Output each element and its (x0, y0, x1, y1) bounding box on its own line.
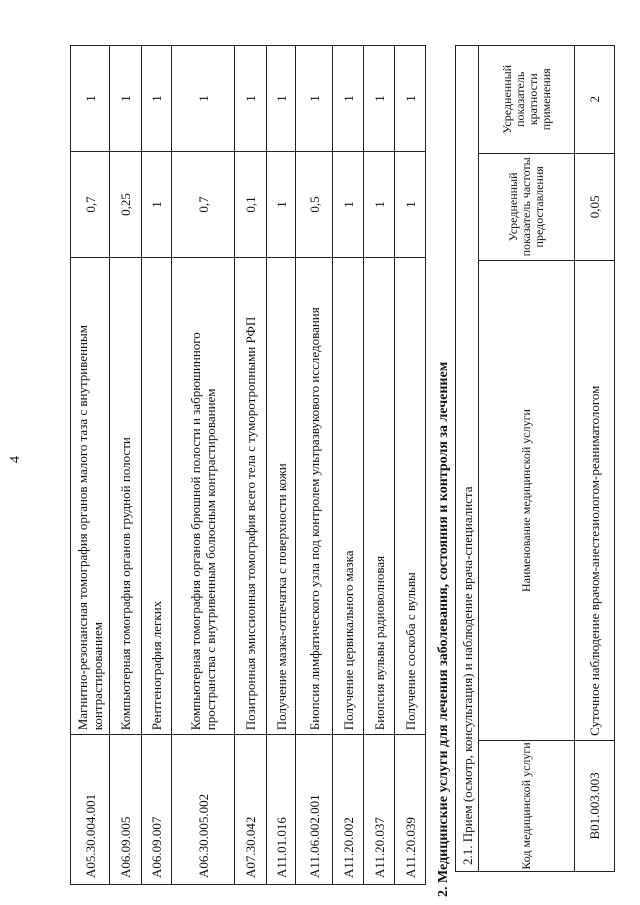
header-code: Код медицинской услуги (479, 740, 575, 871)
consultation-table (455, 45, 615, 872)
service-code: A11.06.002.001 (296, 735, 333, 885)
service-frequency: 0,5 (296, 151, 333, 257)
table-row (333, 46, 364, 885)
service-name: Позитронная эмиссионная томография всего тела с туморотропными РФП (235, 258, 267, 735)
service-frequency: 1 (395, 151, 426, 257)
service-name: Компьютерная томография органов грудной полости (110, 258, 142, 735)
service-multiplicity: 1 (172, 46, 235, 152)
service-name: Магнитно-резонансная томография органов малого таза с внутривенным контрастированием (71, 258, 110, 735)
service-multiplicity: 1 (235, 46, 267, 152)
service-code: A06.30.005.002 (172, 735, 235, 885)
service-name: Компьютерная томография органов брюшной полости и забрюшинного пространства с внутривенным болюсным контрастированием (172, 258, 235, 735)
service-name: Суточное наблюдение врачом-анестезиологом-реаниматологом (575, 261, 615, 741)
services-table (70, 45, 426, 885)
service-multiplicity: 1 (364, 46, 395, 152)
service-name: Получение цервикального мазка (333, 258, 364, 735)
service-code: A06.09.007 (142, 735, 172, 885)
page-number: 4 (8, 456, 23, 463)
service-frequency: 0,05 (575, 153, 615, 261)
header-frequency: Усредненный показатель частоты предоставления (479, 153, 575, 261)
service-name: Получение соскоба с вульвы (395, 258, 426, 735)
table-row (296, 46, 333, 885)
service-frequency: 0,7 (71, 151, 110, 257)
service-name: Рентгенография легких (142, 258, 172, 735)
service-frequency: 0,1 (235, 151, 267, 257)
service-code: A11.20.002 (333, 735, 364, 885)
table-row (364, 46, 395, 885)
service-frequency: 1 (267, 151, 296, 257)
service-name: Биопсия вульвы радиоволновая (364, 258, 395, 735)
service-name: Биопсия лимфатического узла под контролем ультразвукового исследования (296, 258, 333, 735)
service-multiplicity: 1 (333, 46, 364, 152)
service-multiplicity: 1 (395, 46, 426, 152)
service-multiplicity: 1 (267, 46, 296, 152)
service-multiplicity: 1 (142, 46, 172, 152)
service-code: A11.01.016 (267, 735, 296, 885)
service-frequency: 0,25 (110, 151, 142, 257)
section-heading: 2. Медицинские услуги для лечения заболевания, состояния и контроля за лечением (436, 361, 451, 897)
subsection-title: 2.1. Прием (осмотр, консультация) и наблюдение врача-специалиста (456, 46, 479, 872)
service-code: A11.20.039 (395, 735, 426, 885)
service-frequency: 1 (142, 151, 172, 257)
table-row (235, 46, 267, 885)
service-code: A11.20.037 (364, 735, 395, 885)
table-row (172, 46, 235, 885)
service-frequency: 1 (333, 151, 364, 257)
service-multiplicity: 1 (110, 46, 142, 152)
service-code: A05.30.004.001 (71, 735, 110, 885)
table-row (71, 46, 110, 885)
service-multiplicity: 1 (71, 46, 110, 152)
table-row (110, 46, 142, 885)
service-frequency: 1 (364, 151, 395, 257)
service-name: Получение мазка-отпечатка с поверхности кожи (267, 258, 296, 735)
table-row (575, 46, 615, 872)
table-row (142, 46, 172, 885)
service-code: A06.09.005 (110, 735, 142, 885)
service-multiplicity: 1 (296, 46, 333, 152)
table-row (267, 46, 296, 885)
service-code: A07.30.042 (235, 735, 267, 885)
table-row (395, 46, 426, 885)
header-name: Наименование медицинской услуги (479, 261, 575, 741)
service-code: B01.003.003 (575, 740, 615, 871)
service-frequency: 0,7 (172, 151, 235, 257)
service-multiplicity: 2 (575, 46, 615, 154)
header-multiplicity: Усредненный показатель кратности применения (479, 46, 575, 154)
